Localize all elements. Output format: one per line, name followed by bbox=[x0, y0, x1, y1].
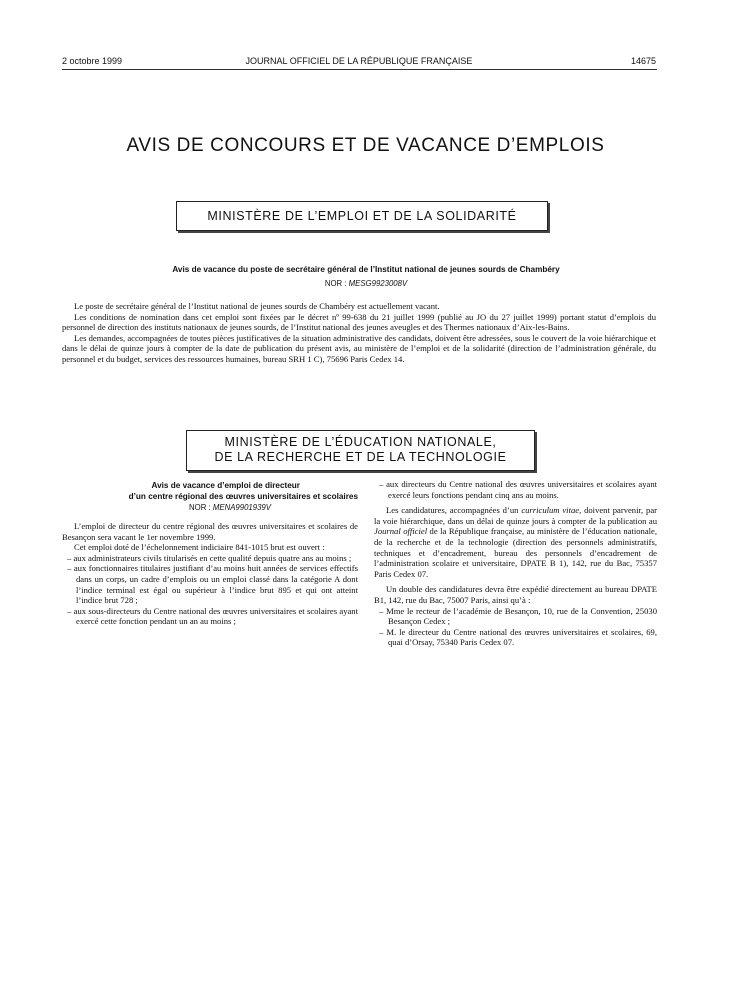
list-item: – aux directeurs du Centre national des œuvres universitaires et scolaires ayant exercé leurs fonctions pendant cinq ans au moins. bbox=[374, 479, 657, 500]
nor-reference bbox=[62, 279, 670, 288]
nor-code: MESG9923008V bbox=[348, 279, 408, 288]
header-rule bbox=[62, 69, 657, 70]
list-item: – aux fonctionnaires titulaires justifiant d’au moins huit années de services effectifs dans un corps, un cadre d’emplois ou un emploi classé dans la catégorie A dont l’indice terminal est égal ou supérieur à l’indice brut 895 et qui ont atteint l’indice brut 728 ; bbox=[62, 563, 358, 605]
running-head bbox=[62, 56, 656, 68]
notice-title-line: Avis de vacance d’emploi de directeur bbox=[151, 481, 300, 490]
notice-title-line: d’un centre régional des œuvres universitaires et scolaires bbox=[128, 492, 358, 501]
paragraph: Un double des candidatures devra être expédié directement au bureau DPATE B1, 142, rue du Bac, 75007 Paris, ainsi qu’à : bbox=[374, 584, 657, 605]
nor-reference bbox=[102, 503, 358, 512]
paragraph: Cet emploi doté de l’échelonnement indiciaire 841-1015 brut est ouvert : bbox=[74, 542, 325, 553]
paragraph-candidatures bbox=[374, 505, 657, 579]
eligibility-list bbox=[62, 553, 358, 627]
ministry-name-line: DE LA RECHERCHE ET DE LA TECHNOLOGIE bbox=[214, 450, 507, 464]
list-item: – Mme le recteur de l’académie de Besançon, 10, rue de la Convention, 25030 Besançon Cedex ; bbox=[374, 606, 657, 627]
eligibility-list-continued bbox=[374, 479, 657, 500]
ministry-name-line: MINISTÈRE DE L’ÉDUCATION NATIONALE, bbox=[224, 435, 497, 449]
list-item: – M. le directeur du Centre national des œuvres universitaires et scolaires, 69, quai d’Orsay, 75340 Paris Cedex 07. bbox=[374, 627, 657, 648]
notice-title: Avis de vacance du poste de secrétaire général de l’Institut national de jeunes sourds de Chambéry bbox=[172, 265, 560, 274]
page-number: 14675 bbox=[630, 56, 656, 66]
text-run-italic: curriculum vitae, bbox=[521, 505, 582, 516]
list-item: – aux sous-directeurs du Centre national des œuvres universitaires et scolaires ayant exercé cette fonction pendant un an au moins ; bbox=[62, 606, 358, 627]
paragraph: Le poste de secrétaire général de l’Institut national de jeunes sourds de Chambéry est actuellement vacant. bbox=[74, 301, 440, 311]
notice-body-continued bbox=[374, 479, 657, 648]
nor-code: MENA9901939V bbox=[212, 503, 271, 512]
text-run: doivent parvenir, par la voie hiérarchique, dans un délai de quinze jours à compter de la publication au bbox=[374, 505, 657, 526]
left-column bbox=[62, 480, 358, 627]
paragraph: Les conditions de nomination dans cet emploi sont fixées par le décret nº 99-638 du 21 juillet 1999 (publié au JO du 27 juillet 1999) portant statut d’emplois du personnel de direction des instituts nationaux de jeunes sourds, de l’Institut national des jeunes aveugles et des Thermes nationaux d’Aix-les-Bains. bbox=[62, 311, 656, 333]
nor-label: NOR : bbox=[189, 503, 211, 512]
text-run-italic: Journal officiel bbox=[374, 526, 428, 537]
addressee-list bbox=[374, 606, 657, 648]
ministry-heading-education bbox=[186, 430, 535, 471]
issue-date: 2 octobre 1999 bbox=[62, 56, 123, 66]
nor-label: NOR : bbox=[324, 279, 347, 288]
paragraph: Les demandes, accompagnées de toutes pièces justificatives de la situation administrative des candidats, doivent être adressées, sous le couvert de la voie hiérarchique et dans le délai de quinze jours à compter de la date de publication du présent avis, au ministère de l’emploi et de la solidarité (direction de l’administration générale, du personnel et du budget, services des ressources humaines, bureau SRH 1 C), 75696 Paris Cedex 14. bbox=[62, 332, 656, 364]
text-run: Les candidatures, accompagnées d’un bbox=[386, 505, 522, 516]
notice-body bbox=[62, 301, 656, 365]
right-column bbox=[374, 479, 657, 648]
page-title: AVIS DE CONCOURS ET DE VACANCE D’EMPLOIS bbox=[126, 135, 605, 156]
paragraph: L’emploi de directeur du centre régional des œuvres universitaires et scolaires de Besançon sera vacant le 1er novembre 1999. bbox=[62, 521, 358, 542]
notice-body bbox=[62, 521, 358, 627]
ministry-heading-emploi bbox=[176, 201, 548, 231]
list-item: – aux administrateurs civils titularisés en cette qualité depuis quatre ans au moins ; bbox=[62, 553, 358, 564]
journal-name: JOURNAL OFFICIEL DE LA RÉPUBLIQUE FRANÇAISE bbox=[245, 56, 473, 66]
text-run: de la République française, au ministère de l’éducation nationale, de la recherche et de la technologie (direction des personnels administratifs, techniques et d’encadrement, bureau des personnels d’encadrement de l’administration scolaire et universitaire, DPATE B 1), 142, rue du Bac, 75357 Paris Cedex 07. bbox=[374, 526, 657, 579]
ministry-name: MINISTÈRE DE L’EMPLOI ET DE LA SOLIDARITÉ bbox=[207, 209, 517, 223]
